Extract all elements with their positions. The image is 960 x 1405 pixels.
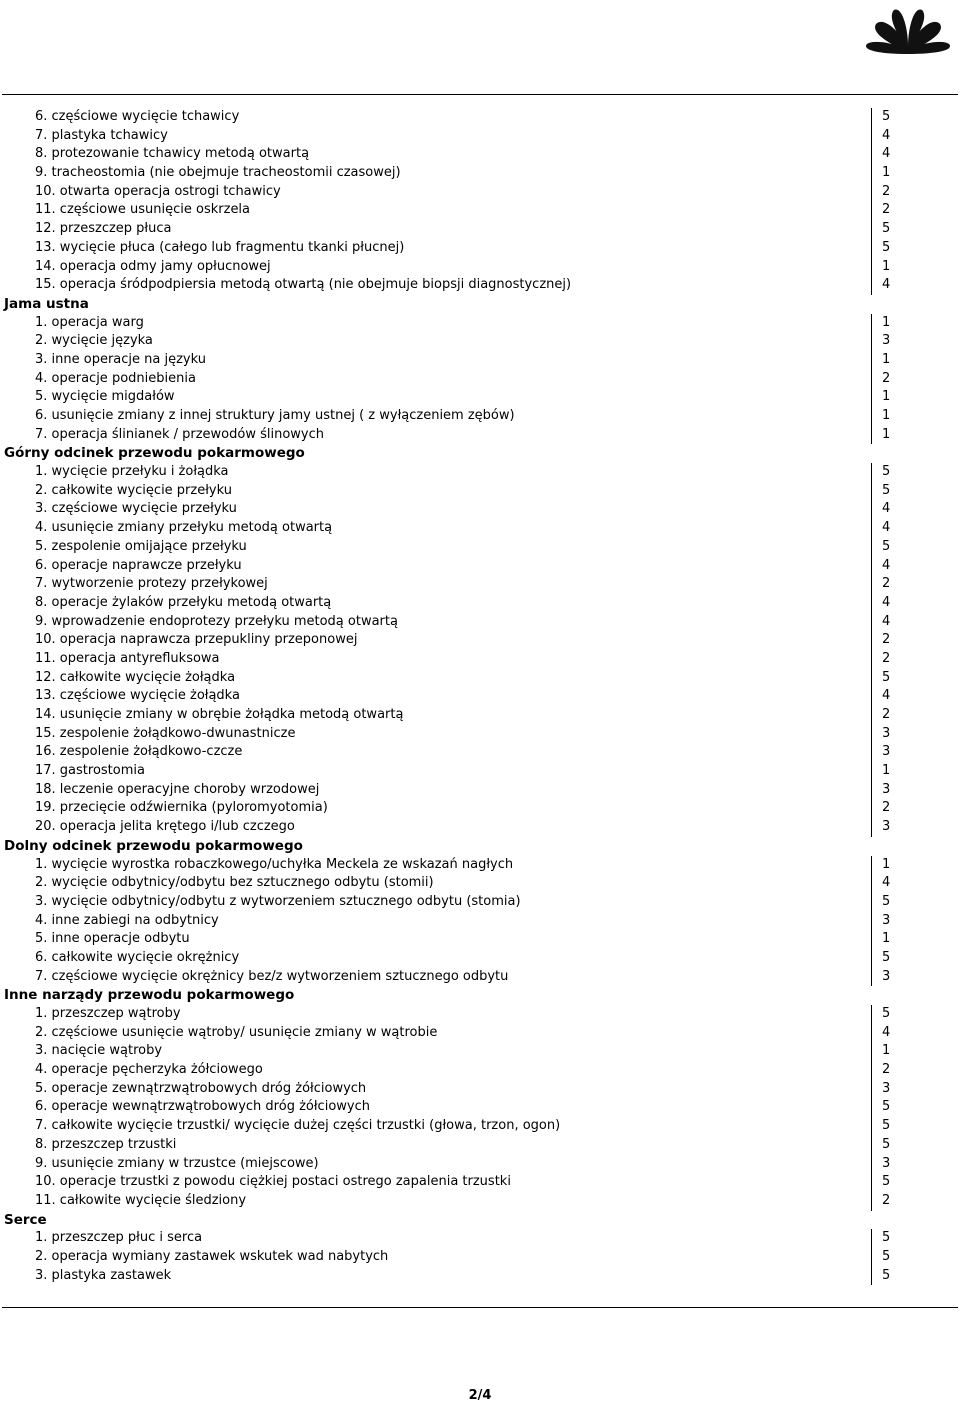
procedure-label: 12. przeszczep płuca	[35, 221, 172, 237]
procedure-label: 5. operacje zewnątrzwątrobowych dróg żółciowych	[35, 1080, 367, 1096]
table-row	[2, 407, 958, 426]
procedure-value: 5	[882, 1006, 891, 1021]
procedure-value: 5	[882, 949, 891, 965]
procedure-value: 1	[882, 314, 891, 330]
procedure-value: 5	[882, 239, 891, 255]
section-title: Jama ustna	[4, 295, 89, 312]
table-row	[2, 500, 958, 519]
procedure-value: 5	[882, 893, 891, 909]
procedure-label: 2. wycięcie języka	[35, 333, 153, 349]
procedure-label: 16. zespolenie żołądkowo-czcze	[35, 744, 243, 760]
section-header	[2, 1211, 958, 1230]
procedure-value: 2	[882, 183, 891, 199]
procedure-value: 4	[882, 613, 891, 629]
procedure-value: 4	[882, 501, 891, 517]
procedure-value: 1	[882, 258, 891, 274]
procedure-label: 13. częściowe wycięcie żołądka	[35, 688, 240, 704]
procedure-label: 1. wycięcie wyrostka robaczkowego/uchyłka Meckela ze wskazań nagłych	[35, 856, 514, 872]
table-row	[2, 351, 958, 370]
procedure-label: 2. operacja wymiany zastawek wskutek wad nabytych	[35, 1248, 389, 1264]
procedure-value: 2	[882, 202, 891, 218]
table-row	[2, 220, 958, 239]
procedure-value: 1	[882, 351, 891, 367]
procedure-label: 5. inne operacje odbytu	[35, 931, 190, 947]
table-row	[2, 239, 958, 258]
procedure-value: 2	[882, 370, 891, 386]
procedure-label: 11. całkowite wycięcie śledziony	[35, 1192, 247, 1208]
table-row	[2, 145, 958, 164]
procedure-value: 3	[882, 744, 891, 760]
procedure-label: 7. całkowite wycięcie trzustki/ wycięcie dużej części trzustki (głowa, trzon, ogon)	[35, 1118, 561, 1134]
procedure-label: 6. usunięcie zmiany z innej struktury jamy ustnej ( z wyłączeniem zębów)	[35, 408, 515, 423]
procedure-label: 8. protezowanie tchawicy metodą otwartą	[35, 146, 310, 162]
table-row	[2, 725, 958, 744]
procedure-value: 3	[882, 781, 891, 797]
procedure-value: 5	[882, 1118, 891, 1134]
procedure-value: 5	[882, 1267, 891, 1283]
procedure-label: 19. przecięcie odźwiernika (pyloromyotomia)	[35, 800, 328, 816]
procedure-label: 10. otwarta operacja ostrogi tchawicy	[35, 183, 281, 199]
procedure-value: 2	[882, 707, 891, 722]
table-row	[2, 594, 958, 613]
procedure-value: 5	[882, 1174, 891, 1190]
table-row	[2, 1173, 958, 1192]
procedure-label: 5. zespolenie omijające przełyku	[35, 538, 247, 554]
procedure-value: 3	[882, 912, 891, 928]
procedure-label: 3. wycięcie odbytnicy/odbytu z wytworzeniem sztucznego odbytu (stomia)	[35, 893, 521, 909]
procedure-value: 1	[882, 1043, 891, 1059]
procedure-value: 4	[882, 146, 891, 162]
logo-icon	[858, 2, 958, 60]
table-row	[2, 332, 958, 351]
procedure-value: 3	[882, 1155, 891, 1171]
table-row	[2, 1229, 958, 1248]
table-row	[2, 968, 958, 987]
table-row	[2, 276, 958, 295]
table-row	[2, 463, 958, 482]
procedure-label: 2. częściowe usunięcie wątroby/ usunięcie zmiany w wątrobie	[35, 1024, 438, 1040]
procedure-label: 4. operacje podniebienia	[35, 370, 196, 386]
procedure-value: 2	[882, 1192, 891, 1208]
procedure-value: 5	[882, 538, 891, 554]
procedure-value: 5	[882, 1248, 891, 1264]
procedure-value: 4	[882, 594, 891, 610]
procedure-label: 11. częściowe usunięcie oskrzela	[35, 202, 251, 218]
table-row	[2, 519, 958, 538]
table-row	[2, 1061, 958, 1080]
table-row	[2, 183, 958, 202]
procedure-label: 6. operacje wewnątrzwątrobowych dróg żółciowych	[35, 1099, 370, 1115]
table-row	[2, 538, 958, 557]
table-row	[2, 1155, 958, 1174]
procedure-label: 5. wycięcie migdałów	[35, 389, 175, 405]
table-row	[2, 762, 958, 781]
table-row	[2, 258, 958, 277]
section-header	[2, 295, 958, 314]
procedure-value: 4	[882, 688, 891, 704]
table-row	[2, 314, 958, 333]
procedure-label: 9. usunięcie zmiany w trzustce (miejscowe)	[35, 1155, 319, 1171]
procedure-table	[2, 108, 958, 1285]
table-row	[2, 1192, 958, 1211]
table-row	[2, 108, 958, 127]
procedure-label: 1. przeszczep płuc i serca	[35, 1230, 203, 1246]
procedure-label: 18. leczenie operacyjne choroby wrzodowej	[35, 781, 320, 797]
procedure-label: 12. całkowite wycięcie żołądka	[35, 669, 236, 685]
section-title: Serce	[4, 1211, 47, 1228]
table-row	[2, 631, 958, 650]
procedure-value: 3	[882, 968, 891, 984]
procedure-value: 1	[882, 165, 891, 181]
procedure-label: 10. operacja naprawcza przepukliny przeponowej	[35, 632, 358, 648]
table-row	[2, 1024, 958, 1043]
procedure-label: 8. przeszczep trzustki	[35, 1136, 177, 1152]
procedure-value: 2	[882, 800, 891, 816]
procedure-value: 5	[882, 1099, 891, 1115]
procedure-value: 2	[882, 1062, 891, 1078]
procedure-label: 7. częściowe wycięcie okrężnicy bez/z wytworzeniem sztucznego odbytu	[35, 968, 509, 984]
procedure-label: 6. częściowe wycięcie tchawicy	[35, 109, 240, 124]
procedure-label: 15. zespolenie żołądkowo-dwunastnicze	[35, 725, 296, 741]
procedure-label: 7. wytworzenie protezy przełykowej	[35, 576, 268, 592]
procedure-label: 2. całkowite wycięcie przełyku	[35, 482, 232, 498]
procedure-label: 9. tracheostomia (nie obejmuje tracheostomii czasowej)	[35, 165, 401, 181]
procedure-label: 3. plastyka zastawek	[35, 1267, 172, 1283]
table-row	[2, 706, 958, 725]
section-header	[2, 837, 958, 856]
table-row	[2, 1267, 958, 1286]
table-row	[2, 127, 958, 146]
procedure-value: 4	[882, 277, 891, 293]
procedure-label: 17. gastrostomia	[35, 763, 145, 779]
table-row	[2, 669, 958, 688]
table-row	[2, 1248, 958, 1267]
table-row	[2, 1005, 958, 1024]
procedure-label: 7. operacja ślinianek / przewodów ślinowych	[35, 426, 325, 442]
procedure-label: 4. inne zabiegi na odbytnicy	[35, 912, 219, 928]
procedure-label: 2. wycięcie odbytnicy/odbytu bez sztucznego odbytu (stomii)	[35, 875, 434, 891]
procedure-value: 5	[882, 482, 891, 498]
table-row	[2, 370, 958, 389]
table-row	[2, 874, 958, 893]
procedure-value: 3	[882, 1080, 891, 1096]
procedure-value: 1	[882, 408, 891, 423]
procedure-label: 11. operacja antyrefluksowa	[35, 650, 220, 666]
table-row	[2, 818, 958, 837]
section-title: Dolny odcinek przewodu pokarmowego	[4, 837, 303, 854]
table-row	[2, 426, 958, 445]
procedure-value: 5	[882, 109, 891, 124]
procedure-label: 15. operacja śródpodpiersia metodą otwartą (nie obejmuje biopsji diagnostycznej)	[35, 277, 572, 293]
table-row	[2, 650, 958, 669]
procedure-label: 13. wycięcie płuca (całego lub fragmentu tkanki płucnej)	[35, 239, 405, 255]
procedure-label: 3. inne operacje na języku	[35, 351, 206, 367]
table-row	[2, 557, 958, 576]
procedure-label: 8. operacje żylaków przełyku metodą otwartą	[35, 594, 332, 610]
table-row	[2, 743, 958, 762]
procedure-value: 1	[882, 426, 891, 442]
procedure-label: 14. usunięcie zmiany w obrębie żołądka metodą otwartą	[35, 707, 404, 722]
procedure-value: 1	[882, 389, 891, 405]
table-row	[2, 893, 958, 912]
section-title: Górny odcinek przewodu pokarmowego	[4, 445, 305, 462]
top-divider	[2, 94, 958, 95]
procedure-label: 4. usunięcie zmiany przełyku metodą otwartą	[35, 520, 333, 536]
table-row	[2, 930, 958, 949]
procedure-value: 5	[882, 669, 891, 685]
procedure-value: 2	[882, 576, 891, 592]
procedure-value: 1	[882, 763, 891, 779]
section-header	[2, 986, 958, 1005]
procedure-label: 4. operacje pęcherzyka żółciowego	[35, 1062, 263, 1078]
procedure-label: 14. operacja odmy jamy opłucnowej	[35, 258, 271, 274]
procedure-label: 1. operacja warg	[35, 314, 144, 330]
table-row	[2, 388, 958, 407]
procedure-label: 6. całkowite wycięcie okrężnicy	[35, 949, 240, 965]
table-row	[2, 482, 958, 501]
procedure-label: 6. operacje naprawcze przełyku	[35, 557, 242, 573]
table-row	[2, 781, 958, 800]
table-row	[2, 799, 958, 818]
table-row	[2, 1136, 958, 1155]
table-row	[2, 575, 958, 594]
procedure-value: 1	[882, 931, 891, 947]
table-row	[2, 1098, 958, 1117]
procedure-value: 2	[882, 650, 891, 666]
table-row	[2, 164, 958, 183]
procedure-value: 4	[882, 1024, 891, 1040]
procedure-value: 4	[882, 875, 891, 891]
table-row	[2, 1042, 958, 1061]
procedure-label: 3. częściowe wycięcie przełyku	[35, 501, 237, 517]
table-row	[2, 687, 958, 706]
procedure-value: 5	[882, 1230, 891, 1246]
procedure-value: 4	[882, 127, 891, 143]
procedure-value: 5	[882, 1136, 891, 1152]
table-row	[2, 1117, 958, 1136]
procedure-value: 5	[882, 464, 891, 480]
procedure-value: 4	[882, 520, 891, 536]
section-header	[2, 444, 958, 463]
procedure-label: 10. operacje trzustki z powodu ciężkiej postaci ostrego zapalenia trzustki	[35, 1174, 511, 1190]
procedure-label: 20. operacja jelita krętego i/lub czczego	[35, 819, 295, 835]
procedure-value: 2	[882, 632, 891, 648]
bottom-divider	[2, 1307, 958, 1308]
section-title: Inne narządy przewodu pokarmowego	[4, 987, 295, 1004]
table-row	[2, 949, 958, 968]
procedure-label: 1. wycięcie przełyku i żołądka	[35, 464, 229, 480]
table-row	[2, 201, 958, 220]
procedure-label: 1. przeszczep wątroby	[35, 1006, 181, 1021]
table-row	[2, 856, 958, 875]
procedure-label: 9. wprowadzenie endoprotezy przełyku metodą otwartą	[35, 613, 398, 629]
procedure-value: 3	[882, 725, 891, 741]
procedure-label: 7. plastyka tchawicy	[35, 127, 168, 143]
page-number: 2/4	[468, 1388, 492, 1403]
table-row	[2, 1080, 958, 1099]
procedure-value: 5	[882, 221, 891, 237]
procedure-value: 3	[882, 819, 891, 835]
procedure-value: 4	[882, 557, 891, 573]
table-row	[2, 613, 958, 632]
procedure-value: 1	[882, 856, 891, 872]
procedure-label: 3. nacięcie wątroby	[35, 1043, 163, 1059]
table-row	[2, 912, 958, 931]
procedure-value: 3	[882, 333, 891, 349]
